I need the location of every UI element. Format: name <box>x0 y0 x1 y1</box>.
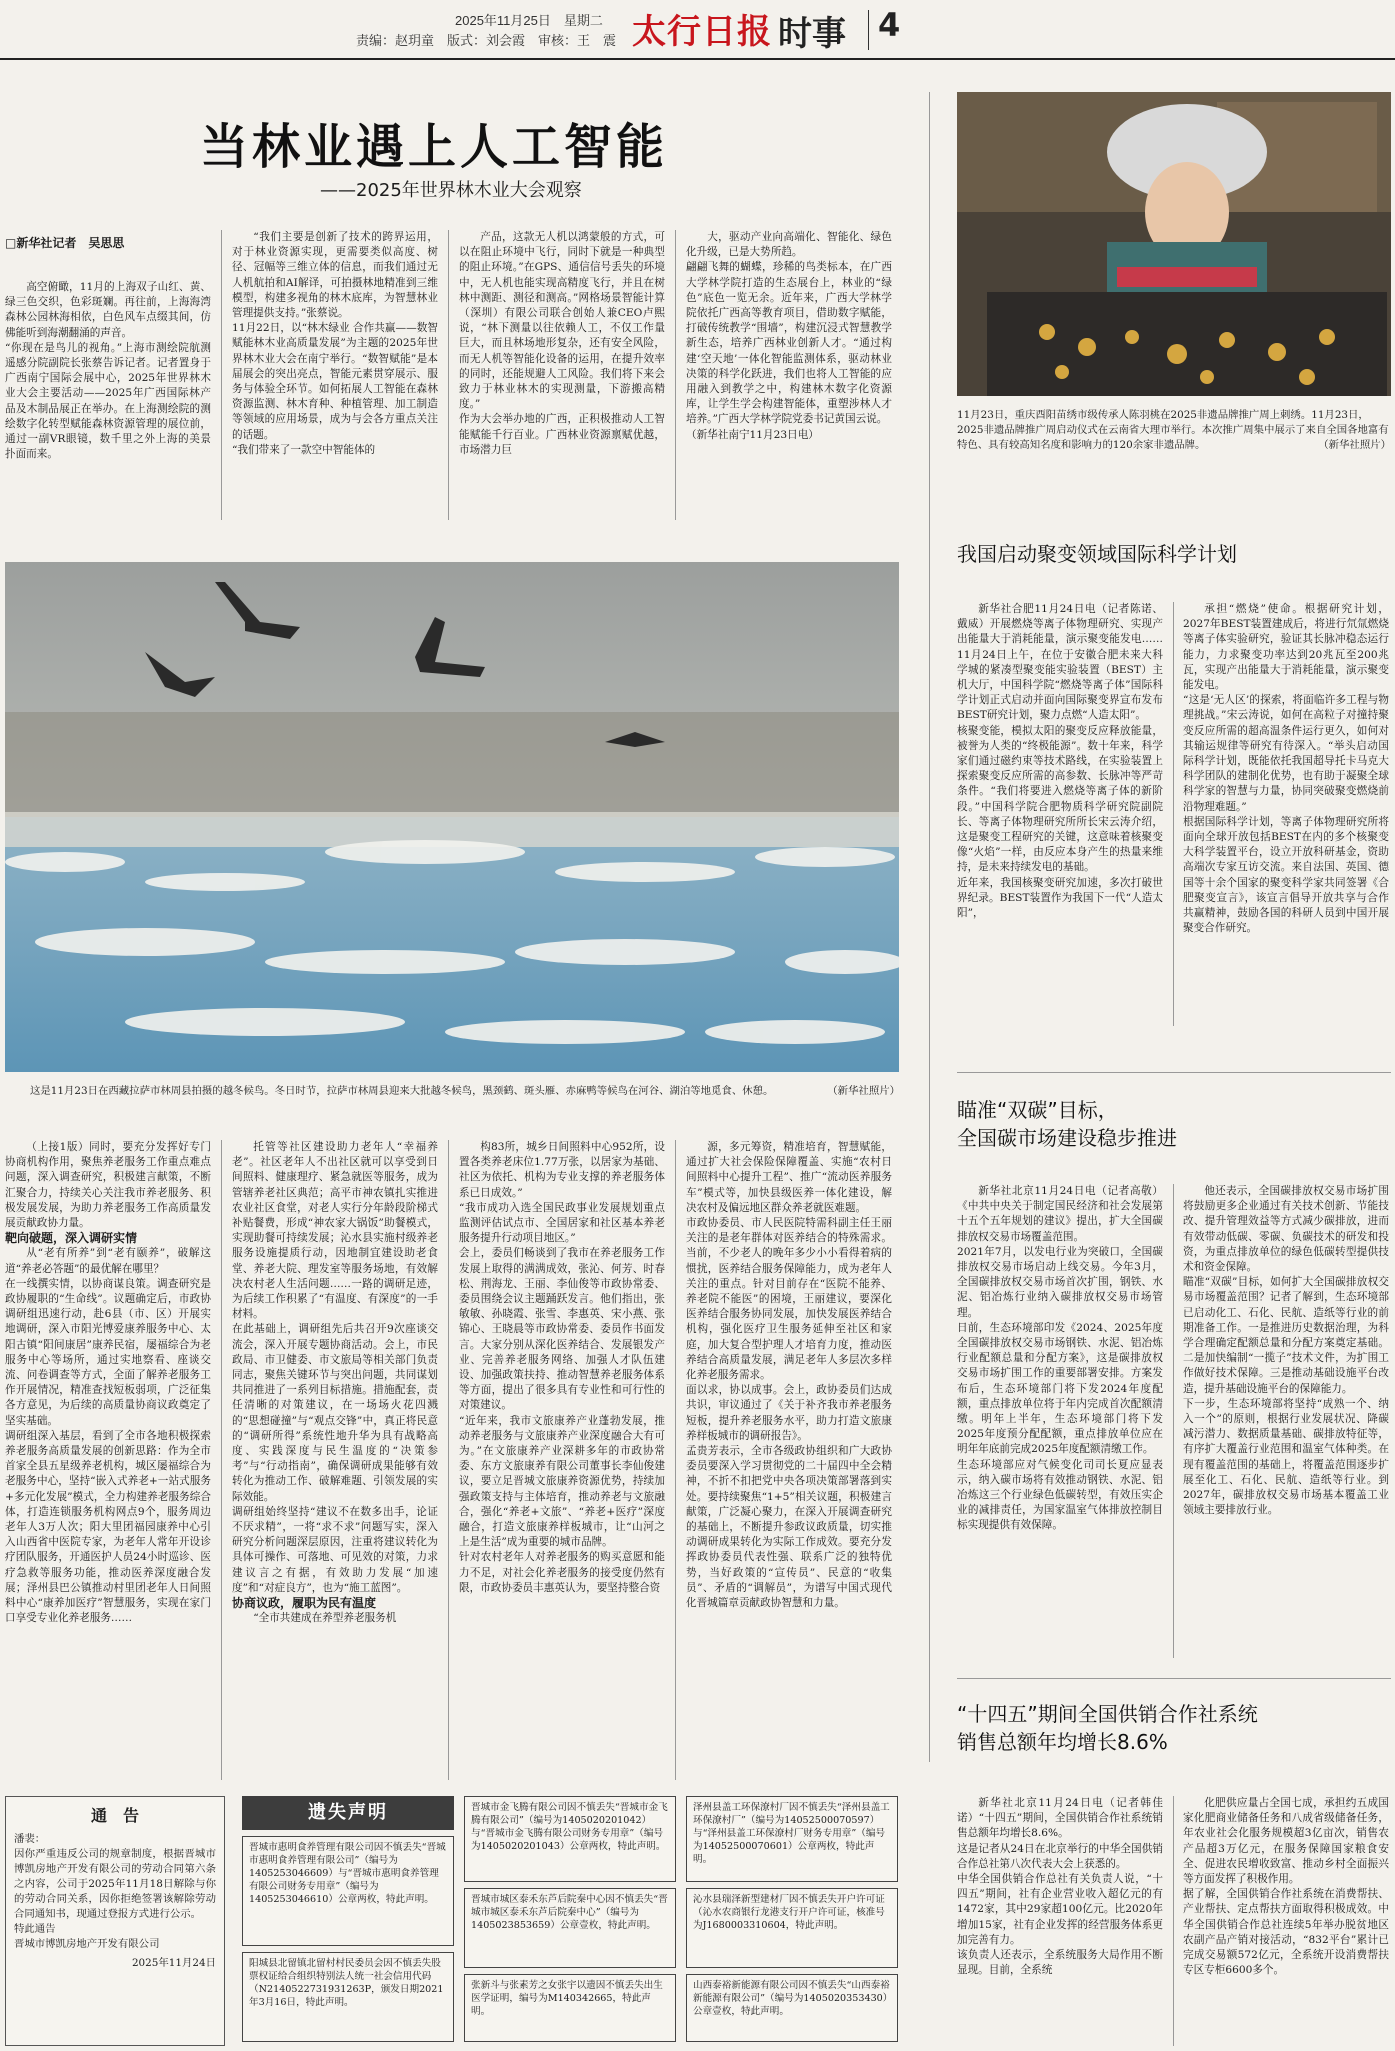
notice-body: 潘裴： 因你严重违反公司的规章制度，根据晋城市博凯房地产开发有限公司的劳动合同第六条之内容，公司于2025年11月18日解除与你的劳动合同关系，因你拒绝签署该解除劳动合同通知书，现通过登报方式进行公示。 特此通告 晋城市博凯房地产开发有限公司 <box>14 1833 216 1950</box>
paper-logo: 太行日报 <box>632 12 772 52</box>
elder-col1b-text: 从“老有所养”到“老有颐养”，破解这道“养老必答题”的最优解在哪里？ 在一线撰实情，以协商谋良策。调查研究是政协履职的“生命线”。议题确定后，市政协调研组迅速行动，赴6县（市、区）开展实地调研，深入市阳光博爱康养服务中心、太阳古镇“阳间康居”康养民宿，屡福综合为老服务中心等场所，通过实地察看、座谈交流、问卷调查等方式，全面了解养老服务工作开展情况，精准查找短板弱项，广泛征集各方意见，为后续的高质量协商议政奠定了坚实基础。 调研组深入基层，看到了全市各地积极探索养老服务高质量发展的创新思路：作为全市首家全县五星级养老机构，城区屡福综合为老服务中心，坚持“嵌入式养老+一站式服务+多元化发展”模式，全力构建养老服务综合体，打造连锁服务机构网点9个，服务周边老年人3万人次；阳大里团福园康养中心引入山西省中医院专家，为老年人常年开设诊疗团队服务，开通医护人员24小时巡诊、医疗急救等服务功能，推动医养深度融合发展；泽州县巴公镇推动村里团老年人日间照料中心“康养加医疗”智慧服务，实现在家门口享受专业化养老服务…… <box>5 1247 211 1625</box>
elder-col3-text: 构83所，城乡日间照料中心952所，设置各类养老床位1.77万张，以居家为基础、社区为依托、机构为专业支撑的养老服务体系已日成效。” “我市成功入选全国民政事业发展规划重点监测评估试点市、全国居家和社区基本养老服务提升行动项目地区。” 会上，委员们畅谈到了我市在养老服务工作发展上取得的满满成效，张沁、何芳、时春松、荆海龙、王丽、李仙俊等市政协常委、委员围绕会议主题踊跃发言。他们指出，张敏敏、孙晓霞、张雪、李惠英、宋小燕、张锦心、王晓晨等市政协常委、委员作书面发言。大家分别从深化医养结合、发展银发产业、完善养老服务网络、加强人才队伍建设、加强政策扶持、推动智慧养老服务体系等方面，提出了很多具有专业性和可行性的对策建议。 “近年来，我市文旅康养产业蓬勃发展，推动养老服务与文旅康养产业深度融合大有可为。”在文旅康养产业深耕多年的市政协常委、东方文旅康养有限公司董事长李仙俊建议，要立足晋城文旅康养资源优势，持续加强政策支持与主体培育，推动养老与文旅融合，强化“养老+文旅”、“养老+医疗”深度融合，打造文旅康养样板城市，让“山河之上是生活”成为重要的城市品牌。 针对农村老年人对养老服务的购买意愿和能力不足，对社会化养老服务的接受度仍然有限，市政协委员丰惠英认为，要坚持整合资 <box>459 1141 665 1594</box>
fusion-col2 <box>1183 602 1389 1026</box>
lost-notice-item: 晋城市金飞腾有限公司因不慎丢失“晋城市金飞腾有限公司”（编号为1405020201042）与“晋城市金飞腾有限公司财务专用章”（编号为1405020201043）公章两枚，特此声明。 <box>464 1796 676 1882</box>
coop-headline-line1: “十四五”期间全国供销合作社系统 <box>957 1702 1258 1726</box>
elder-col4-text: 源，多元筹资，精准培育，智慧赋能，通过扩大社会保险保障覆盖、实施“农村日间照料中心提升工程”、推广“流动医养服务车”模式等，加快县级医养一体化建设，解决农村及偏远地区群众养老就医难题。 市政协委员、市人民医院特需科副主任王丽关注的是老年群体对医养结合的特殊需求。当前，不少老人的晚年多少小小看得着病的惯扰，医养结合服务保障能力，成为老年人关注的重点。针对目前存在“医院不能养、养老院不能医”的困境，王丽建议，要深化医养结合服务协同发展，加快发展医养结合机构，强化医疗卫生服务延伸至社区和家庭，加大复合型护理人才培育力度，推动医养结合高质量发展，满足老年人多层次多样化养老服务需求。 面以求，协以成事。会上，政协委员们达成共识，审议通过了《关于补齐我市养老服务短板，提升养老服务水平，助力打造文旅康养样板城市的调研报告》。 孟贵芳表示，全市各级政协组织和广大政协委员要深入学习贯彻党的二十届四中全会精神，不折不扣把党中央各项决策部署落到实处。要持续聚焦“1+5”相关议题，积极建言献策，广泛凝心聚力，在深入开展调查研究的基础上，不断提升参政议政质量，切实推动调研成果转化为实际工作成效。要充分发挥政协委员代表性强、联系广泛的独特优势，当好政策的“宣传员”、民意的“收集员”、矛盾的“调解员”，为谱写中国式现代化晋城篇章贡献政协智慧和力量。 <box>686 1141 892 1610</box>
fusion-col2-text: 承担“燃烧”使命。根据研究计划，2027年BEST装置建成后，将进行氘氚燃烧等离子体实验研究，验证其长脉冲稳态运行能力，力求聚变功率达到20兆瓦至200兆瓦，实现产出能量大于消耗能量，演示聚变能发电。 “这是‘无人区’的探索，将面临许多工程与物理挑战。”宋云涛说，如何在高粒子对撞持聚变反应所需的超高温条件运行更久，如何对其输运规律等研究有待深入。“举头启动国际科学计划，既能依托我国超导托卡马克大科学团队的建制化优势，也有助于凝聚全球科学家的智慧与力量，协同突破聚变燃烧前沿物理难题。” 根据国际科学计划，等离子体物理研究所将面向全球开放包括BEST在内的多个核聚变大科学装置平台，设立开放科研基金，资助高端次专家互访交流。来自法国、英国、德国等十余个国家的聚变科学家共同签署《合肥聚变宣言》，该宣言倡导开放共享与合作共赢精神，鼓励各国的科研人员到中国开展聚变合作研究。 <box>1183 603 1389 935</box>
notice-box <box>5 1796 225 2046</box>
lost-notice-title: 遗失声明 <box>242 1796 454 1830</box>
lost-notice-item: 张新斗与张素芳之女张宇以遗因不慎丢失出生医学证明，编号为M140342665，特此声明。 <box>464 1974 676 2042</box>
section-rule <box>957 1678 1391 1679</box>
birds-photo-caption <box>30 1084 900 1099</box>
birds-caption-text: 这是11月23日在西藏拉萨市林周县拍摄的越冬候鸟。冬日时节，拉萨市林周县迎来大批越冬候鸟，黑颈鹤、斑头雁、赤麻鸭等候鸟在河谷、湖泊等地觅食、休憩。 <box>30 1085 774 1097</box>
elder-col3 <box>459 1140 665 1780</box>
fusion-col1-text: 新华社合肥11月24日电（记者陈诺、戴威）开展燃烧等离子体物理研究、实现产出能量大于消耗能量，演示聚变能发电……11月24日上午，在位于安徽合肥未来大科学城的紧凑型聚变能实验装置（BEST）主机大厅，中国科学院“燃烧等离子体”国际科学计划正式启动并面向国际聚变界宣布发布BEST研究计划，聚力点燃“人造太阳”。 核聚变能，模拟太阳的聚变反应释放能量，被誉为人类的“终极能源”。数十年来，科学家们通过磁约束等技术路线，在实验装置上探索聚变反应所需的高参数、长脉冲等严苛条件。“我们将要进入燃烧等离子体的新阶段。”中国科学院合肥物质科学研究院副院长、等离子体物理研究所所长宋云涛介绍，这是聚变工程研究的关键，这意味着核聚变像“火焰”一样，由反应本身产生的热量来维持，是未来持续发电的基础。 近年来，我国核聚变研究加速，多次打破世界纪录。BEST装置作为我国下一代“人造太阳”， <box>957 603 1163 920</box>
col-divider <box>221 230 222 520</box>
coop-col2-text: 化肥供应量占全国七成，承担约五成国家化肥商业储备任务和八成省级储备任务，年农业社会化服务规模超3亿亩次，销售农产品超3万亿元，在服务保障国家粮食安全、促进农民增收致富、推动乡村全面振兴等方面发挥了积极作用。 据了解，全国供销合作社系统在消费帮扶、产业帮扶、定点帮扶方面取得积极成效。中华全国供销合作总社连续5年举办脱贫地区农副产品产销对接活动，“832平台”累计已完成交易额572亿元，全系统开设消费帮扶专区专柜6600多个。 <box>1183 1797 1389 1977</box>
coop-headline-line2: 销售总额年均增长8.6% <box>957 1730 1168 1754</box>
elder-subhead-2: 协商议政，履职为民有温度 <box>232 1596 377 1611</box>
migratory-birds-illustration <box>5 562 899 1072</box>
col-divider <box>221 1140 222 1780</box>
header-divider <box>868 10 869 50</box>
carbon-headline-line2: 全国碳市场建设稳步推进 <box>957 1126 1177 1150</box>
fusion-headline: 我国启动聚变领域国际科学计划 <box>957 542 1237 566</box>
fusion-col1 <box>957 602 1163 1026</box>
embroidery-illustration <box>957 92 1391 396</box>
col-divider <box>448 230 449 520</box>
lost-notice-item: 晋城市城区泰禾东芦后院秦中心因不慎丢失“晋城市城区泰禾东芦后院秦中心”（编号为1405023853659）公章壹枚，特此声明。 <box>464 1888 676 1968</box>
col-divider <box>1173 1796 1174 2046</box>
lost-notice-item: 山西泰裕新能源有限公司因不慎丢失“山西泰裕新能源有限公司”（编号为1405020353430）公章壹枚，特此声明。 <box>686 1974 898 2042</box>
embroidery-caption-credit: （新华社照片） <box>1318 439 1391 451</box>
col-divider <box>1173 1184 1174 1658</box>
col-divider <box>675 230 676 520</box>
main-col4-text: 大，驱动产业向高端化、智能化、绿色化升级，已是大势所趋。 翩翩飞舞的蝴蝶，珍稀的鸟类标本，在广西大学林学院打造的生态展台上，林业的“绿色”底色一览无余。近年来，广西大学林学院依托广西高等教育项目，借助数字赋能，打破传统教学“围墙”，构建沉浸式智慧教学新生态，培养广西林业创新人才。“通过构建‘空天地’一体化智能监测体系，驱动林业决策的科学化跃进，我们也将人工智能的应用融入到教学之中，构建林木数字化资源库，让学生学会构建智能体，重塑涉林人才培养。”广西大学林学院党委书记黄国云说。 （新华社南宁11月23日电） <box>686 231 892 441</box>
birds-caption-credit: （新华社照片） <box>827 1085 900 1097</box>
embroidery-photo <box>957 92 1391 396</box>
main-col2-text: “我们主要是创新了技术的跨界运用，对于林业资源实现，更需要类似高度、树径、冠幅等三维立体的信息，而我们通过无人机航拍和AI解译，可拍摄林地精准到三维模型，构建多视角的林木底库，为智慧林业管理提供支持。”张蔡说。 11月22日，以“林木绿业 合作共赢——数智赋能林木业高质量发展”为主题的2025年世界林木业大会在南宁举行。“数智赋能”是本届展会的突出亮点，智能元素贯穿展示、服务与体验全环节。如何拓展人工智能在森林资源监测、林木育种、种植管理、加工制造等领域的应用场景，成为与会各方重点关注的话题。 “我们带来了一款空中智能体的 <box>232 231 438 456</box>
migratory-birds-photo <box>5 562 899 1072</box>
carbon-headline <box>957 1096 1177 1152</box>
elder-col2 <box>232 1140 438 1780</box>
editor-credits: 责编：赵玥童 版式：刘会霞 审核：王 震 <box>356 33 617 48</box>
coop-col2 <box>1183 1796 1389 2046</box>
col-divider <box>448 1140 449 1780</box>
section-name: 时事 <box>778 14 846 54</box>
carbon-col2-text: 他还表示，全国碳排放权交易市场扩围将鼓励更多企业通过有关技术创新、节能技改、提升管理效益等方式减少碳排放，进而有效带动低碳、零碳、负碳技术的研发和投资，为重点排放单位的绿色低碳转型提供技术和资金保障。 瞄准“双碳”目标，如何扩大全国碳排放权交易市场覆盖范围？记者了解到，生态环境部已启动化工、石化、民航、造纸等行业的前期准备工作。一是推进历史数据治理，为科学合理确定配额总量和分配方案奠定基础。二是加快编制“一揽子”技术文件，为扩围工作做好技术保障。三是推动基础设施平台改造，提升基础设施平台的保障能力。 下一步，生态环境部将坚持“成熟一个、纳入一个”的原则，根据行业发展状况、降碳减污潜力、数据质量基础、碳排放特征等，有序扩大覆盖行业范围和温室气体种类。在现有覆盖范围的基础上，将覆盖范围逐步扩展至化工、石化、民航、造纸等行业。到2027年，碳排放权交易市场基本覆盖工业领域主要排放行业。 <box>1183 1185 1389 1517</box>
coop-headline <box>957 1700 1258 1756</box>
elder-col4 <box>686 1140 892 1780</box>
issue-date: 2025年11月25日 星期二 <box>455 13 603 28</box>
main-byline: □新华社记者 吴思思 <box>5 236 125 250</box>
coop-col1-text: 新华社北京11月24日电（记者韩佳诺）“十四五”期间，全国供销合作社系统销售总额年均增长8.6%。 这是记者从24日在北京举行的中华全国供销合作总社第八次代表大会上获悉的。 中华全国供销合作总社有关负责人说，“十四五”期间，社有企业营业收入超亿元的有1472家，其中29家超100亿元。比2020年增加15家，社有企业发挥的经营服务体系更加完善有力。 该负责人还表示，全系统服务大局作用不断显现。目前，全系统 <box>957 1797 1163 1977</box>
embroidery-photo-caption <box>957 408 1391 453</box>
elder-col1 <box>5 1140 211 1780</box>
main-subheadline: ——2025年世界林木业大会观察 <box>320 180 582 201</box>
col-divider <box>1173 602 1174 1026</box>
main-col3-text: 产品，这款无人机以鸿蒙般的方式，可以在阻止环境中飞行，同时下就是一种典型的阻止环境。”在GPS、通信信号丢失的环境中，无人机也能实现高精度飞行，并且在树林中测距、测径和测高。”网格场景智能计算（深圳）有限公司联合创始人兼CEO卢熙说，“林下测量以往依赖人工，不仅工作量巨大，而且林场地形复杂，还有安全风险，而无人机等智能化设备的运用，在提升效率的同时，还能规避人工风险。我们将下来会致力于林业林木的实现测量，下游搬高精度。” 作为大会举办地的广西，正积极推动人工智能赋能千行百业。广西林业资源禀赋优越，市场潜力巨 <box>459 231 665 456</box>
elder-col2-text: 托管等社区建设助力老年人“幸福养老”。社区老年人不出社区就可以享受到日间照料、健康理疗、紧急就医等服务，成为管辖养老社区典范；高平市神农镇扎实推进农业社区食堂，对老人实行分年龄段阶梯式补贴餐费，形成“神农家大锅饭”助餐模式，实现助餐可持续发展；沁水县实施村级养老服务设施提质行动，因地制宜建设助老食堂、养老大院、理发室等服务场地，有效解决农村老人生活问题……一路的调研足迹，为后续工作积累了“有温度、有深度”的一手材料。 在此基础上，调研组先后共召开9次座谈交流会，深入开展专题协商活动。会上，市民政局、市卫健委、市文旅局等相关部门负责同志，聚焦关键环节与突出问题，共同谋划共同推进了一系列目标措施。措施配套，责任清晰的对策建议，在一场场火花四溅的“思想碰撞”与“观点交锋”中，真正将民意的“调研所得”系统性地升华为具有战略高度、实践深度与民生温度的“决策参考”与“行动指南”，确保调研成果能够有效转化为推动工作、破解难题、引领发展的实际效能。 调研组始终坚持“建议不在数多出手，论证不厌求精”，一将“求不求”问题写实，深入研究分析问题深层原因，注重将建议转化为具体可操作、可落地、可见效的对策，力求建议言之有据，有效助力发展“加速度”和“对症良方”，也为“施工蓝图”。 <box>232 1141 438 1594</box>
right-column-divider <box>929 92 930 1762</box>
main-article-col2 <box>232 230 438 520</box>
notice-date: 2025年11月24日 <box>131 1957 216 1969</box>
lost-notice-item: 沁水县瑞泽新型建材厂因不慎丢失开户许可证（沁水农商银行龙港支行开户许可证，核准号为J1680003310604，特此声明。 <box>686 1888 898 1968</box>
elder-subhead-1: 靶向破题，深入调研实情 <box>5 1231 138 1246</box>
section-rule <box>957 1072 1391 1073</box>
carbon-col2 <box>1183 1184 1389 1658</box>
header-rule <box>0 58 1395 60</box>
coop-col1 <box>957 1796 1163 2046</box>
notice-title: 通 告 <box>90 1806 139 1825</box>
col-divider <box>675 1140 676 1780</box>
carbon-col1 <box>957 1184 1163 1658</box>
elder-col1-text: （上接1版）同时，要充分发挥好专门协商机构作用，聚焦养老服务工作重点难点问题，深入调查研究，积极建言献策，不断汇聚合力，持续关心关注我市养老服务、积极发展发展，为助力养老服务工作高质量发展贡献政协力量。 <box>5 1141 211 1230</box>
lost-notice-item: 阳城县北留镇北留村村民委员会因不慎丢失股票权证给合组织特别法人统一社会信用代码（N2140522731931263P，颁发日期2021年3月16日，特此声明。 <box>242 1952 454 2042</box>
main-article-col3 <box>459 230 665 520</box>
elder-col2b-text: “全市共建成在养型养老服务机 <box>253 1612 397 1625</box>
main-col1-text: 高空俯瞰，11月的上海双子山红、黄、绿三色交织，色彩斑斓。再往前，上海海湾森林公园林海相依，白色风车点缀其间，仿佛能听到海潮翻涌的声音。 “你现在是鸟儿的视角。”上海市测绘院航测遥感分院副院长张蔡告诉记者。记者置身于广西南宁国际会展中心，2025年世界林木业大会主要活动——2025年广西国际林产品及木制品展正在举办。在上海测绘院的测绘数字化转型赋能森林资源管理的展位前，通过一副VR眼镜，数千里之外上海的美景扑面而来。 <box>5 281 211 461</box>
main-headline: 当林业遇上人工智能 <box>200 119 669 175</box>
page-number: 4 <box>878 6 901 44</box>
main-article-col4 <box>686 230 892 520</box>
lost-notices <box>242 1796 902 2046</box>
main-article-col1 <box>5 280 211 518</box>
lost-notice-item: 晋城市惠明食养管理有限公司因不慎丢失“晋城市惠明食养管理有限公司”（编号为1405253046609）与“晋城市惠明食养管理有限公司财务专用章”（编号为1405253046610）公章两枚，特此声明。 <box>242 1836 454 1946</box>
lost-notice-item: 泽州县盖工环保潦村厂因不慎丢失“泽州县盖工环保潦村厂”（编号为14052500070597）与“泽州县盖工环保潦村厂财务专用章”（编号为14052500070601）公章两枚，特此声明。 <box>686 1796 898 1882</box>
embroidery-caption-text: 11月23日，重庆酉阳苗绣市级传承人陈羽桃在2025非遗品牌推广周上刺绣。11月23日，2025非遗品牌推广周启动仪式在云南省大理市举行。本次推广周集中展示了来自全国各地富有特色、具有较高知名度和影响力的120余家非遗品牌。 <box>957 409 1389 451</box>
carbon-headline-line1: 瞄准“双碳”目标， <box>957 1098 1118 1122</box>
carbon-col1-text: 新华社北京11月24日电（记者高敬）《中共中央关于制定国民经济和社会发展第十五个五年规划的建议》提出，扩大全国碳排放权交易市场覆盖范围。 2021年7月，以发电行业为突破口，全国碳排放权交易市场启动上线交易。今年3月，全国碳排放权交易市场首次扩围，钢铁、水泥、铝冶炼行业纳入碳排放权交易市场管理。 日前，生态环境部印发《2024、2025年度全国碳排放权交易市场钢铁、水泥、铝冶炼行业配额总量和分配方案》，这是碳排放权交易市场扩围工作的重要部署安排。方案发布后，生态环境部门将下发2024年度配额，重点排放单位将于年内完成首次配额清缴。明年上半年，生态环境部门将下发2025年度预分配配额，重点排放单位应在明年年底前完成2025年度配额清缴工作。 生态环境部应对气候变化司司长夏应显表示，纳入碳市场将有效推动钢铁、水泥、铝冶炼这三个行业绿色低碳转型，有效压实企业的减排责任，为国家温室气体排放控制目标实现提供有效保障。 <box>957 1185 1163 1532</box>
